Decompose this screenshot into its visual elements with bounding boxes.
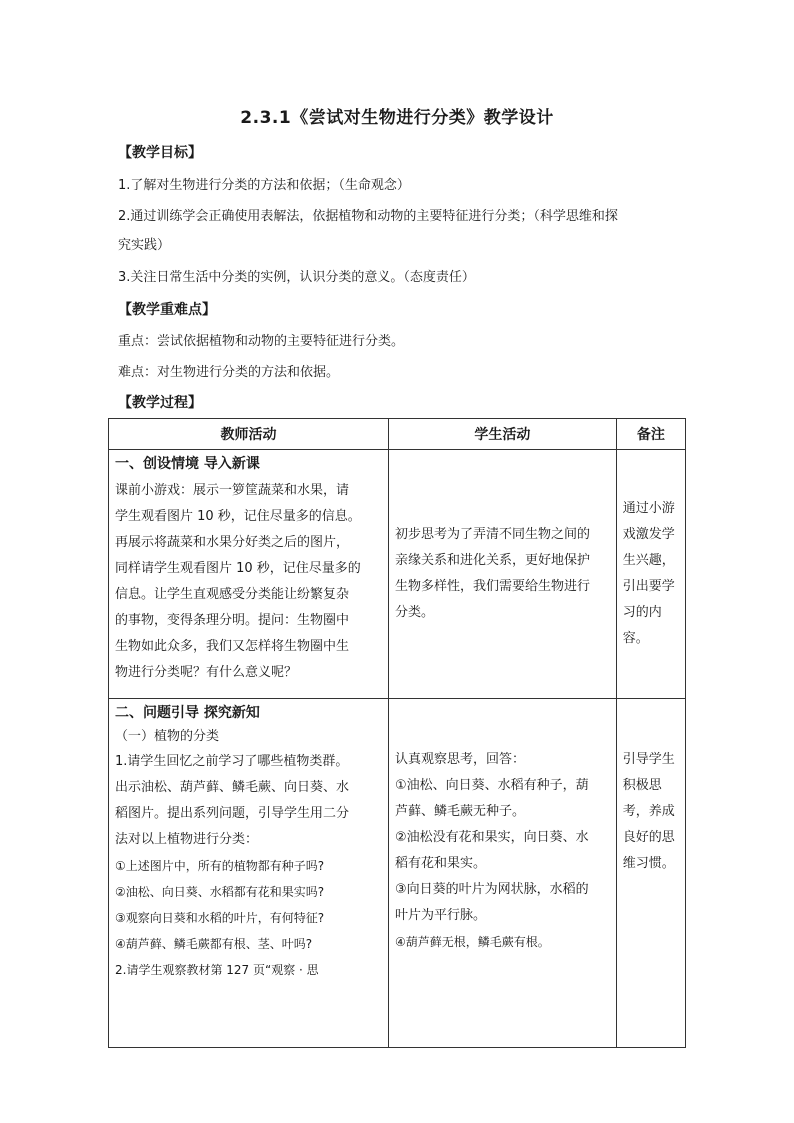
objective-line: 1.了解对生物进行分类的方法和依据；（生命观念）	[118, 178, 410, 193]
keypoint-line: 难点：对生物进行分类的方法和依据。	[118, 365, 340, 380]
student-line: 稻有花和果实。	[394, 856, 486, 871]
teacher-line: 1.请学生回忆之前学习了哪些植物类群。	[115, 754, 349, 769]
header-teacher-activity: 教师活动	[109, 419, 389, 450]
teacher-line: 2.请学生观察教材第 127 页“观察 · 思	[115, 963, 319, 977]
teacher-line: 生物如此众多，我们又怎样将生物圈中生	[115, 639, 350, 654]
note-line: 通过小游	[622, 501, 675, 516]
document-title: 2.3.1《尝试对生物进行分类》教学设计	[240, 108, 554, 128]
student-line: 认真观察思考，回答：	[394, 752, 525, 767]
note-line: 引导学生	[622, 752, 675, 767]
objective-line: 2.通过训练学会正确使用表解法，依据植物和动物的主要特征进行分类；（科学思维和探	[118, 209, 618, 224]
table-row	[109, 450, 686, 699]
teacher-line: ③观察向日葵和水稻的叶片，有何特征?	[115, 911, 325, 925]
student-activity-cell	[388, 699, 616, 1048]
student-line: 芦藓、鳞毛蕨无种子。	[394, 804, 525, 819]
notes-cell	[616, 450, 685, 699]
note-line: 良好的思	[622, 830, 675, 845]
note-line: 生兴趣，	[622, 553, 675, 568]
student-activity-cell	[388, 450, 616, 699]
note-line: 维习惯。	[622, 856, 675, 871]
header-student-activity: 学生活动	[388, 419, 616, 450]
table-row	[109, 699, 686, 1048]
teacher-activity-cell	[109, 699, 389, 1048]
teacher-line: 法对以上植物进行分类：	[115, 832, 259, 847]
teacher-line: 出示油松、葫芦藓、鳞毛蕨、向日葵、水	[115, 780, 350, 795]
student-line: ①油松、向日葵、水稻有种子，葫	[394, 778, 589, 793]
keypoints-heading: 【教学重难点】	[118, 302, 216, 318]
note-line: 积极思	[622, 778, 662, 793]
student-line: ③向日葵的叶片为网状脉，水稻的	[394, 882, 589, 897]
objective-line: 究实践）	[118, 238, 171, 253]
section-title: 二、问题引导 探究新知	[115, 705, 260, 721]
teacher-line: 再展示将蔬菜和水果分好类之后的图片，	[115, 535, 350, 550]
teacher-line: ②油松、向日葵、水稻都有花和果实吗?	[115, 885, 325, 899]
teacher-line: 课前小游戏：展示一箩筐蔬菜和水果，请	[115, 483, 350, 498]
student-line: 亲缘关系和进化关系，更好地保护	[394, 553, 590, 568]
student-line: 生物多样性，我们需要给生物进行	[394, 579, 590, 594]
keypoint-line: 重点：尝试依据植物和动物的主要特征进行分类。	[118, 334, 405, 349]
student-line: ④葫芦藓无根，鳞毛蕨有根。	[394, 935, 550, 949]
student-line: 初步思考为了弄清不同生物之间的	[394, 527, 590, 542]
process-table	[108, 418, 686, 1048]
subsection-title: （一）植物的分类	[115, 729, 220, 744]
table-header-row	[109, 419, 686, 450]
teacher-line: 学生观看图片 10 秒，记住尽量多的信息。	[115, 509, 361, 524]
note-line: 容。	[622, 631, 649, 646]
teacher-line: 信息。让学生直观感受分类能让纷繁复杂	[115, 587, 350, 602]
note-line: 考，养成	[622, 804, 675, 819]
teacher-line: ④葫芦藓、鳞毛蕨都有根、茎、叶吗?	[115, 937, 313, 951]
teacher-line: 同样请学生观看图片 10 秒，记住尽量多的	[115, 561, 361, 576]
student-line: 分类。	[394, 605, 434, 620]
student-line: 叶片为平行脉。	[394, 908, 486, 923]
student-line: ②油松没有花和果实，向日葵、水	[394, 830, 589, 845]
teacher-line: 物进行分类呢？有什么意义呢？	[115, 665, 298, 680]
notes-cell	[616, 699, 685, 1048]
header-notes: 备注	[616, 419, 685, 450]
section-title: 一、创设情境 导入新课	[115, 456, 260, 472]
note-line: 戏激发学	[622, 527, 675, 542]
teacher-line: ①上述图片中，所有的植物都有种子吗?	[115, 859, 325, 873]
note-line: 引出要学	[622, 579, 675, 594]
objective-line: 3.关注日常生活中分类的实例，认识分类的意义。（态度责任）	[118, 270, 475, 285]
teacher-line: 稻图片。提出系列问题，引导学生用二分	[115, 806, 350, 821]
objectives-heading: 【教学目标】	[118, 145, 202, 161]
teacher-activity-cell	[109, 450, 389, 699]
teacher-line: 的事物，变得条理分明。提问：生物圈中	[115, 613, 350, 628]
note-line: 习的内	[622, 605, 662, 620]
process-heading: 【教学过程】	[118, 395, 202, 411]
